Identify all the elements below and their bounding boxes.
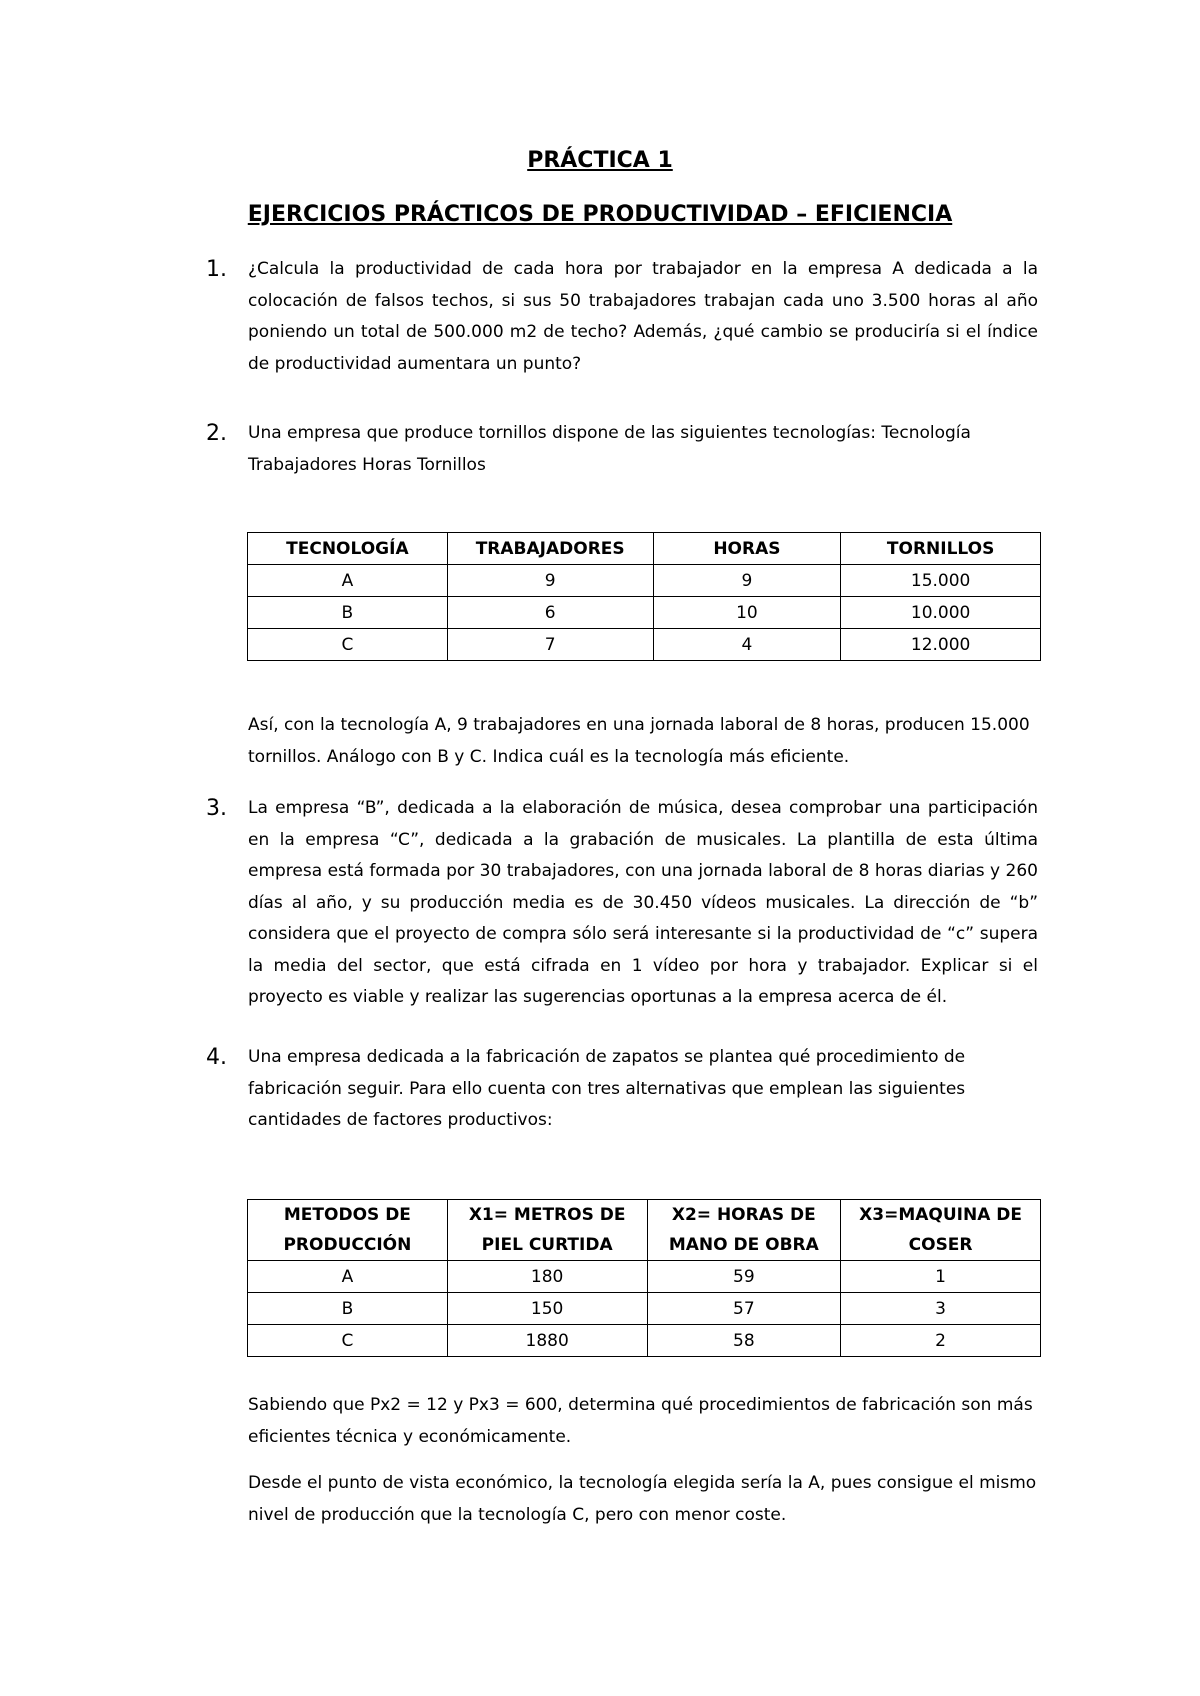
table-header-cell: TORNILLOS	[841, 533, 1041, 565]
exercise-4-after-text: Sabiendo que Px2 = 12 y Px3 = 600, determina qué procedimientos de fabricación son más eficientes técnica y económicamente.	[248, 1395, 1033, 1447]
table-cell: 58	[647, 1325, 841, 1357]
exercise-4-text: Una empresa dedicada a la fabricación de zapatos se plantea qué procedimiento de fabricación seguir. Para ello cuenta con tres alternativas que emplean las siguientes cantidades de factores productivos:	[248, 1047, 966, 1130]
table-header-cell: X1= METROS DE PIEL CURTIDA	[447, 1200, 647, 1261]
page-title: PRÁCTICA 1	[527, 148, 673, 173]
exercise-2-text: Una empresa que produce tornillos dispone de las siguientes tecnologías: Tecnología Trabajadores Horas Tornillos	[248, 423, 971, 475]
table-cell: C	[248, 629, 448, 661]
exercise-4-answer-text: Desde el punto de vista económico, la tecnología elegida sería la A, pues consigue el mismo nivel de producción que la tecnología C, pero con menor coste.	[248, 1473, 1037, 1525]
table-cell: 15.000	[841, 565, 1041, 597]
table-header-cell: TECNOLOGÍA	[248, 533, 448, 565]
table-row	[248, 1293, 1041, 1325]
exercise-4	[248, 1042, 1038, 1137]
exercise-2-after	[248, 710, 1038, 773]
table-cell: A	[248, 565, 448, 597]
table-cell: A	[248, 1261, 448, 1293]
table-cell: 1	[841, 1261, 1041, 1293]
exercise-3-text: La empresa “B”, dedicada a la elaboración de música, desea comprobar una participación en la empresa “C”, dedicada a la grabación de musicales. La plantilla de esta última empresa está formada por 30 trabajadores, con una jornada laboral de 8 horas diarias y 260 días al año, y su producción media es de 30.450 vídeos musicales. La dirección de “b” considera que el proyecto de compra sólo será interesante si la productividad de “c” supera la media del sector, que está cifrada en 1 vídeo por hora y trabajador. Explicar si el proyecto es viable y realizar las sugerencias oportunas a la empresa acerca de él.	[248, 798, 1038, 1007]
table-row	[248, 629, 1041, 661]
table-cell: 180	[447, 1261, 647, 1293]
table-cell: 10	[653, 597, 841, 629]
table-cell: 9	[653, 565, 841, 597]
table-cell: 3	[841, 1293, 1041, 1325]
exercise-3-number: 3.	[206, 796, 227, 821]
table-cell: 6	[447, 597, 653, 629]
table-cell: 1880	[447, 1325, 647, 1357]
table-cell: 9	[447, 565, 653, 597]
exercise-4-answer	[248, 1468, 1038, 1531]
table-cell: 12.000	[841, 629, 1041, 661]
table-header-cell: X3=MAQUINA DE COSER	[841, 1200, 1041, 1261]
table-header-cell: X2= HORAS DE MANO DE OBRA	[647, 1200, 841, 1261]
technology-table	[247, 532, 1041, 661]
table-cell: 2	[841, 1325, 1041, 1357]
table-header-cell: METODOS DE PRODUCCIÓN	[248, 1200, 448, 1261]
table-cell: 4	[653, 629, 841, 661]
page-subtitle: EJERCICIOS PRÁCTICOS DE PRODUCTIVIDAD – EFICIENCIA	[247, 202, 953, 227]
table-cell: 10.000	[841, 597, 1041, 629]
exercise-1-text: ¿Calcula la productividad de cada hora por trabajador en la empresa A dedicada a la colocación de falsos techos, si sus 50 trabajadores trabajan cada uno 3.500 horas al año poniendo un total de 500.000 m2 de techo? Además, ¿qué cambio se produciría si el índice de productividad aumentara un punto?	[248, 259, 1038, 374]
table-cell: B	[248, 597, 448, 629]
exercise-2	[248, 418, 1038, 481]
table-cell: 59	[647, 1261, 841, 1293]
table-header-cell: HORAS	[653, 533, 841, 565]
table-cell: B	[248, 1293, 448, 1325]
exercise-3	[248, 793, 1038, 1014]
exercise-2-number: 2.	[206, 421, 227, 446]
table-cell: 150	[447, 1293, 647, 1325]
exercise-4-after	[248, 1390, 1038, 1453]
table-row	[248, 1325, 1041, 1357]
exercise-1	[248, 254, 1038, 380]
table-row	[248, 1261, 1041, 1293]
exercise-4-number: 4.	[206, 1045, 227, 1070]
table-row	[248, 565, 1041, 597]
table-header-cell: TRABAJADORES	[447, 533, 653, 565]
table-cell: 7	[447, 629, 653, 661]
production-methods-table	[247, 1199, 1041, 1357]
table-row	[248, 597, 1041, 629]
table-cell: C	[248, 1325, 448, 1357]
table-header-row	[248, 1200, 1041, 1261]
table-cell: 57	[647, 1293, 841, 1325]
exercise-2-after-text: Así, con la tecnología A, 9 trabajadores en una jornada laboral de 8 horas, producen 15.000 tornillos. Análogo con B y C. Indica cuál es la tecnología más eficiente.	[248, 715, 1030, 767]
exercise-1-number: 1.	[206, 257, 227, 282]
table-header-row	[248, 533, 1041, 565]
